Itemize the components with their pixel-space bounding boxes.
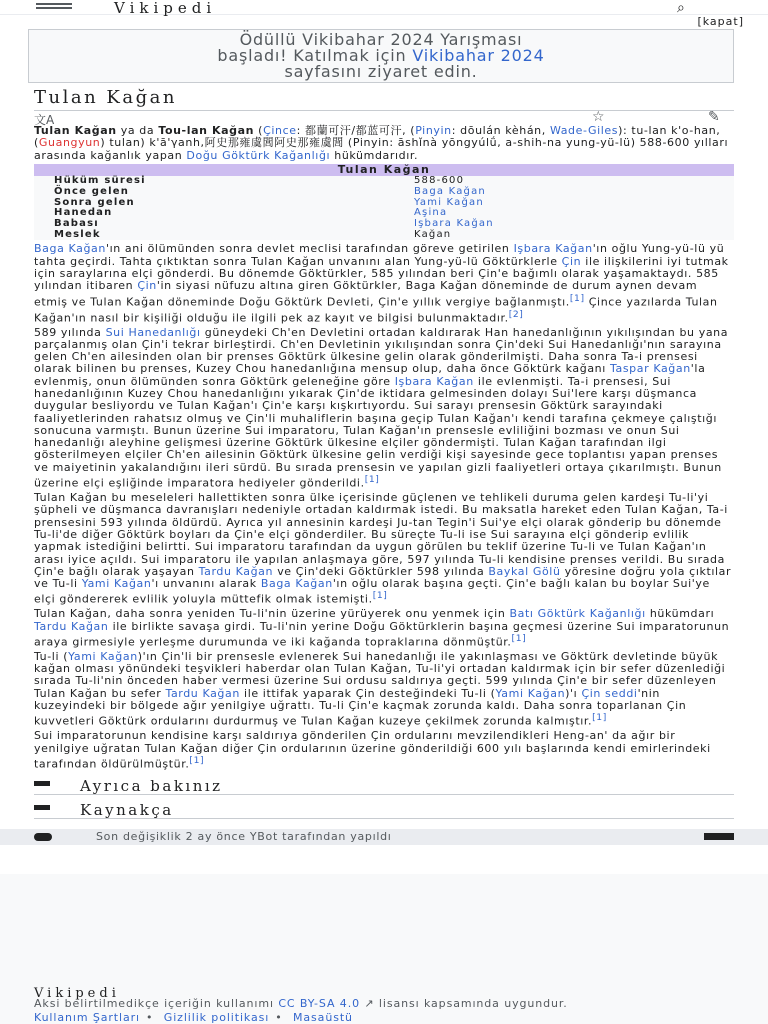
link[interactable]: Baga Kağan: [260, 577, 333, 591]
citation-link[interactable]: [1]: [364, 474, 380, 486]
text: güneydeki Ch'en Devletini ortadan kaldırarak Han hanedanlığının yıkılışından bu yana parçalanmış olan Çin'i tekrar birleştirdi. Ch'en Devletinin yıkılışından sonra Çin'deki Sui Hanedanlığı'nın sarayına gelen Ch'en ailesinden olan bir prenses Göktürk ülkesine gelin olarak gönderilmişti. Daha sonra Ta-i prensesi olarak bilinen bu prenses, Kuzey Chou hanedanlığına mensup olup, daha önce Göktürk kağanı: [34, 325, 729, 376]
redlink-guangyun[interactable]: Guangyun: [38, 136, 101, 150]
footer-wordmark: Vikipedi: [34, 986, 120, 1001]
text: ile ittifak yaparak Çin desteğindeki Tu-li (: [239, 686, 496, 700]
section-references[interactable]: [34, 799, 734, 819]
text: 'ın oğlu olarak başına geçti. Çin'e bağlı kalan bu boylar Sui'ye elçi göndererek evlilik yoluyla müttefik olmak istemişti.: [34, 577, 710, 607]
close-row: [0, 15, 768, 29]
text: 'ın ani ölümünden sonra devlet meclisi tarafından göreve getirilen: [105, 242, 514, 256]
link[interactable]: Tardu Kağan: [34, 619, 109, 633]
text: 'nin kuzeyindeki bir bölgede ağır yenilgiye uğrattı. Tu-li Çin'e kaçmak zorunda kaldı. Daha sonra toparlanan Çin kuvvetleri Göktürk ordularını durdurmuş ve Tulan Kağan kuzeye çekilmek zorunda kalmıştır.: [34, 686, 687, 729]
infobox-title: Tulan Kağan: [34, 164, 734, 176]
campaign-banner: [28, 29, 734, 83]
citation-link[interactable]: [1]: [569, 292, 585, 304]
footer-link-privacy[interactable]: Gizlilik politikası: [163, 1011, 270, 1024]
link[interactable]: Baga Kağan: [34, 242, 106, 256]
lead-text: : 都蘭可汗/都蓝可汗, (: [296, 124, 416, 137]
top-bar: [0, 0, 768, 15]
language-icon[interactable]: 文A: [34, 113, 55, 127]
link[interactable]: Çin seddi: [581, 686, 638, 700]
edit-pencil-icon[interactable]: ✎: [708, 109, 720, 125]
link[interactable]: Işbara Kağan: [513, 242, 593, 256]
text: 'ın oğlu Yung-yü-lü yü tahta geçirdi. Tahta çıktıktan sonra Tulan Kağan unvanını alan Yung-yü-lü Göktürklerle: [34, 242, 725, 268]
infobox-label: Sonra gelen: [54, 196, 135, 208]
text: Sui imparatorunun kendisine karşı saldırıya gönderilen Çin ordularını mevzilendikleri Heng-an' da ağır bir yenilgiye uğratan Tulan Kağan diğer Çin ordularının üzerine gönderildiği 600 yılı başlarında kendi emirlerindeki tarafından öldürülmüştür.: [34, 729, 711, 771]
arrow-right-icon: [704, 833, 734, 840]
search-icon[interactable]: ⌕: [677, 0, 685, 16]
link-cince[interactable]: Çince: [263, 124, 297, 137]
text: ile evlenmişti. Ta-i prensesi, Sui hanedanlığının Kuzey Chou hanedanlığını yıkarak Çin'de iktidara gelmesinden dolayı Sui'lere karşı düşmanca duygular besliyordu ve Tulan Kağan'ı Çin'e karşı kışkırtıyordu. Sui sarayı prensesin Göktürk sarayındaki faaliyetlerinden rahatsız olmuş ve Çin'li muhaliflerin başına geçip Tulan Kağan'ı kendi tarafına çekmeye çalıştığı sonucuna varmıştı. Bunun üzerine Sui imparatoru, Tulan Kağan'ın prensesle evliliğini bozması ve onun Sui hanedanlığı aleyhine gelişmesi üzerine Göktürk ülkesine elçiler göndermişti. Tulan Kağan tarafından ilgi gösterilmeyen elçiler Ch'en ailesinin Göktürk ülkesine gelin verdiği kişi sayesinde gece toplantısı yapan prenses ve maiyetinin yakalandığını ileri sürdü. Bu sırada prensesin ve yapılan gizli faaliyetleri ortaya çıkarılmıştı. Bunun üzerine elçi eşliğinde imparatora hediyeler gönderildi.: [34, 374, 722, 490]
link[interactable]: Yami Kağan: [68, 649, 138, 663]
infobox-row: [34, 187, 734, 198]
text: 'la evlenmiş, onun ölümünden sonra Göktürk geleneğine göre: [34, 362, 706, 388]
link[interactable]: Yami Kağan: [495, 686, 566, 700]
link[interactable]: Baykal Gölü: [488, 564, 561, 578]
hamburger-menu-icon[interactable]: [36, 3, 72, 11]
link-pinyin[interactable]: Pinyin: [415, 124, 452, 137]
lead-text: hükümdarıdır.: [330, 148, 419, 162]
chevron-down-icon: [34, 805, 50, 810]
infobox-value: Kağan: [414, 228, 452, 240]
last-edited-text: Son değişiklik 2 ay önce YBot tarafından yapıldı: [96, 829, 392, 843]
section-see-also[interactable]: [34, 775, 734, 795]
external-link-icon: ↗: [360, 997, 375, 1010]
lead-text: ): tu-lan k'o-han, (: [34, 124, 721, 150]
citation-link[interactable]: [1]: [372, 590, 388, 602]
footer-links: [34, 1011, 353, 1024]
paragraph-2: [34, 327, 734, 491]
page-title: Tulan Kağan: [34, 87, 177, 108]
lead-text: (: [254, 124, 264, 137]
text: 'ı unvanını alarak: [151, 577, 261, 591]
banner-line-1: Ödüllü Vikibahar 2024 Yarışması: [239, 30, 523, 49]
lead-bold-2: Tou-lan Kağan: [158, 124, 255, 137]
page-actions: [34, 111, 734, 125]
chevron-down-icon: [34, 781, 50, 786]
text: hükümdarı: [645, 607, 715, 621]
text: yöresine doğru yola çıktılar ve Tu-li: [34, 564, 732, 591]
last-edited-bar[interactable]: [0, 829, 768, 845]
infobox-label: Meslek: [54, 228, 101, 240]
infobox-value-link[interactable]: Aşina: [414, 207, 448, 219]
banner-line-3: sayfasını ziyaret edin.: [284, 62, 478, 81]
article-content: [34, 125, 734, 771]
footer-license: [34, 998, 674, 1009]
infobox-label: Babası: [54, 218, 99, 229]
infobox: [34, 164, 734, 241]
link[interactable]: Çin: [561, 254, 582, 268]
infobox-row: [34, 208, 734, 219]
footer-link-desktop[interactable]: Masaüstü: [293, 1011, 353, 1024]
infobox-value-link[interactable]: Baga Kağan: [414, 185, 486, 197]
clock-icon: [34, 833, 52, 841]
watch-star-icon[interactable]: ☆: [592, 109, 605, 125]
lead-text: ya da: [116, 124, 159, 137]
text: ile birlikte savaşa girdi. Tu-li'nin yerine Doğu Göktürklerin başına geçmesi üzerine Sui imparatorunun araya girmesiyle yerleşme durumunda ve iki kağanda topraklarına dönmüştür.: [34, 619, 730, 649]
paragraph-3: [34, 492, 734, 606]
text: Tulan Kağan bu meseleleri hallettikten sonra ülke içerisinde güçlenen ve tehlikeli duruma gelen kardeşi Tu-li'yi şüpheli ve düşmanca davranışları nedeniyle ortadan kaldırmak istedi. Bu maksatla hareket eden Tulan Kağan, Ta-i prensesini 593 yılında öldürdü. Ayrıca yıl annesinin kardeşi Ju-tan Tegin'i Sui'ye elçi olarak gönderip bu dönemde Tu-li'de diğer Göktürk boyları da Çin'e elçi gönderdiler. Bu süreçte Tu-li ise Sui sarayına elçi gönderip evlilik yapmak istediğini belirtti. Sui imparatoru tarafından da uygun görülen bu teklif üzerine Tu-li ve Tulan Kağan'ın arası iyice açıldı. Sui imparatoru ile yapılan anlaşmaya göre, 597 yılında Tu-li kendisine prenses verildi. Bu sırada Çin'e bağlı olarak yaşayan: [34, 491, 728, 578]
footer-link-terms[interactable]: Kullanım Şartları: [34, 1011, 140, 1024]
link[interactable]: Sui Hanedanlığı: [105, 325, 201, 339]
infobox-value-link[interactable]: Yami Kağan: [414, 196, 484, 208]
citation-link[interactable]: [1]: [189, 754, 205, 766]
text: Tulan Kağan, daha sonra yeniden Tu-li'nin üzerine yürüyerek onu yenmek için: [34, 607, 510, 621]
banner-link[interactable]: Vikibahar 2024: [412, 46, 545, 65]
link[interactable]: Tardu Kağan: [198, 564, 274, 578]
paragraph-5: [34, 651, 734, 728]
wikipedia-wordmark[interactable]: Vikipedi: [114, 0, 217, 17]
text: Tu-li (: [34, 649, 69, 663]
citation-link[interactable]: [1]: [511, 632, 527, 644]
text: 589 yılında: [34, 325, 106, 339]
text: )'ın Çin'li bir prensesle evlenerek Sui hanedanlığı ile yakınlaşması ve Göktürk devletinde büyük kağan olması yönündeki teşvikleri haberdar olan Tulan Kağan, Tu-li'yi ortadan kaldırmak için bir sefer düzenlediği sırada Tu-li'nin önceden haber vermesi üzerine Sui ordusu saldırıya geçti. 599 yılında Çin'e bir sefer düzenleyen Tulan Kağan bu sefer: [34, 649, 726, 700]
link[interactable]: Çin: [137, 279, 157, 293]
text: )'ı: [565, 686, 582, 700]
text: Çince yazılarda Tulan Kağan'ın nasıl bir kişiliği olduğu ile ilgili pek az kayıt ve bilgisi bulunmaktadır.: [34, 295, 718, 325]
separator-dot: •: [275, 1011, 283, 1024]
infobox-value-link[interactable]: Işbara Kağan: [414, 218, 494, 229]
infobox-row: [34, 230, 734, 241]
link-dogu-gokturk[interactable]: Doğu Göktürk Kağanlığı: [186, 148, 331, 162]
text: 'in siyasi nüfuzu altına giren Göktürkler, Baga Kağan döneminde de durum aynen devam etmiş ve Tulan Kağan döneminde Doğu Göktürk Devleti, Çin'e yıllık vergiye bağlanmıştı.: [34, 279, 698, 309]
link[interactable]: Tardu Kağan: [165, 686, 240, 700]
banner-text: başladı! Katılmak için: [217, 46, 413, 65]
link[interactable]: Yami Kağan: [81, 577, 152, 591]
infobox-value: 588-600: [414, 175, 465, 187]
infobox-row: [34, 219, 734, 230]
section-heading: Kaynakça: [80, 800, 174, 819]
lead-text: : dōulán kèhán,: [451, 124, 550, 137]
infobox-row: [34, 198, 734, 209]
lead-paragraph: [34, 125, 734, 162]
lead-text: ) tulan) k'ā'γanh,阿史那雍虞閭阿史那雍虞閭 (Pinyin: āshǐnà yōngyúlǘ, a-shih-na yung-yü-lü) 588-600 yılları arasında kağanlık yapan: [34, 136, 729, 162]
separator-dot: •: [145, 1011, 154, 1024]
license-text: Aksi belirtilmedikçe içeriğin kullanımı: [34, 997, 279, 1010]
infobox-row: [34, 176, 734, 187]
section-heading: Ayrıca bakınız: [80, 776, 223, 795]
citation-link[interactable]: [1]: [592, 712, 607, 724]
paragraph-6: [34, 730, 734, 771]
link[interactable]: Taspar Kağan: [610, 362, 691, 376]
infobox-label: Hüküm süresi: [54, 175, 146, 187]
banner-close-link[interactable]: [kapat]: [697, 15, 744, 28]
paragraph-1: [34, 243, 734, 324]
text: ve Çin'deki Göktürkler 598 yılında: [273, 564, 489, 578]
text: ile ilişkilerini iyi tutmak için saraylarına elçi gönderdi. Bu dönemde Göktürkler, 585 yılından beri Çin'e bağımlı olarak yaşamaktaydı. 585 yılından itibaren: [34, 254, 729, 293]
infobox-label: Hanedan: [54, 207, 113, 219]
link[interactable]: Batı Göktürk Kağanlığı: [509, 607, 646, 621]
link-wade-giles[interactable]: Wade-Giles: [549, 124, 619, 137]
citation-link[interactable]: [2]: [508, 308, 524, 320]
lead-bold-1: Tulan Kağan: [34, 124, 117, 137]
license-text: lisansı kapsamında uygundur.: [374, 997, 568, 1010]
paragraph-4: [34, 608, 734, 649]
infobox-label: Önce gelen: [54, 185, 130, 197]
link[interactable]: Işbara Kağan: [394, 374, 474, 388]
license-link[interactable]: CC BY-SA 4.0: [278, 997, 361, 1010]
